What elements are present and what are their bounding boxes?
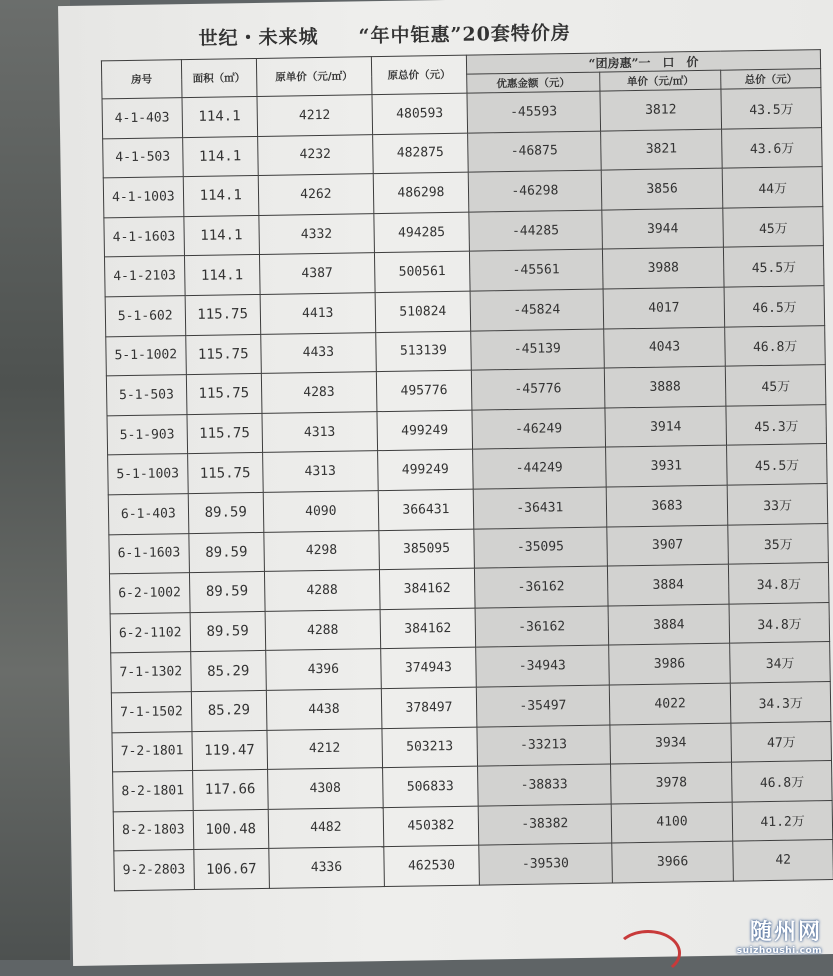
table-body	[102, 88, 833, 891]
cell-room: 4-1-1003	[103, 177, 183, 218]
header-discount: 优惠金额（元）	[467, 72, 600, 93]
cell-area: 114.1	[184, 255, 260, 296]
cell-area: 115.75	[186, 374, 262, 415]
cell-area: 114.1	[183, 176, 259, 217]
cell-area: 119.47	[192, 730, 268, 771]
cell-orig-unit: 4413	[260, 293, 376, 334]
cell-area: 115.75	[187, 453, 263, 494]
cell-discount: -38382	[478, 804, 611, 846]
cell-discount: -36162	[474, 566, 607, 608]
cell-discount: -35497	[476, 685, 609, 727]
cell-room: 8-2-1803	[113, 810, 193, 851]
cell-total: 35万	[728, 523, 828, 564]
cell-orig-total: 500561	[374, 252, 470, 293]
cell-area: 114.1	[182, 136, 258, 177]
header-orig-total: 原总价（元）	[371, 55, 467, 94]
cell-total: 34.3万	[731, 681, 831, 722]
cell-room: 6-1-1603	[109, 533, 189, 574]
cell-unit: 3931	[605, 445, 727, 487]
cell-discount: -45561	[469, 249, 602, 291]
cell-total: 34.8万	[729, 563, 829, 604]
cell-unit: 3884	[608, 604, 730, 646]
cell-room: 4-1-2103	[104, 256, 184, 297]
cell-room: 4-1-503	[103, 137, 183, 178]
cell-unit: 3988	[602, 248, 724, 290]
cell-area: 89.59	[190, 611, 266, 652]
watermark-domain: suizhoushi.com	[736, 946, 822, 956]
cell-room: 9-2-2803	[114, 850, 194, 891]
cell-unit: 4022	[609, 683, 731, 725]
cell-orig-unit: 4313	[262, 451, 378, 492]
cell-room: 5-1-503	[106, 375, 186, 416]
watermark	[690, 905, 830, 960]
cell-orig-total: 366431	[378, 489, 474, 530]
cell-discount: -44249	[473, 447, 606, 489]
cell-total: 42	[733, 840, 833, 881]
cell-room: 5-1-1002	[106, 335, 186, 376]
cell-room: 5-1-1003	[108, 454, 188, 495]
cell-orig-total: 503213	[382, 727, 478, 768]
header-room: 房号	[101, 60, 181, 99]
cell-discount: -34943	[476, 645, 609, 687]
cell-area: 89.59	[189, 572, 265, 613]
cell-unit: 3884	[607, 564, 729, 606]
cell-orig-unit: 4090	[263, 491, 379, 532]
cell-discount: -39530	[479, 843, 612, 885]
cell-total: 34.8万	[729, 602, 829, 643]
cell-unit: 3986	[608, 643, 730, 685]
cell-room: 7-2-1801	[112, 731, 192, 772]
cell-orig-total: 480593	[372, 93, 468, 134]
cell-orig-total: 374943	[381, 647, 477, 688]
cell-orig-unit: 4298	[264, 530, 380, 571]
cell-total: 34万	[730, 642, 830, 683]
cell-orig-unit: 4283	[261, 372, 377, 413]
cell-discount: -46875	[468, 131, 601, 173]
cell-orig-total: 378497	[381, 687, 477, 728]
cell-discount: -44285	[469, 210, 602, 252]
header-unit: 单价（元/㎡）	[599, 70, 721, 91]
cell-discount: -35095	[474, 527, 607, 569]
cell-orig-unit: 4212	[267, 728, 383, 769]
cell-area: 117.66	[192, 769, 268, 810]
cell-orig-unit: 4288	[264, 570, 380, 611]
cell-room: 4-1-1603	[104, 216, 184, 257]
cell-unit: 4017	[603, 287, 725, 329]
cell-discount: -46298	[468, 170, 601, 212]
cell-unit: 4043	[603, 327, 725, 369]
cell-orig-unit: 4262	[258, 174, 374, 215]
cell-orig-total: 510824	[375, 291, 471, 332]
cell-unit: 3683	[606, 485, 728, 527]
cell-orig-unit: 4387	[259, 253, 375, 294]
price-sheet	[58, 0, 833, 966]
cell-total: 46.8万	[725, 325, 825, 366]
cell-total: 45万	[726, 365, 826, 406]
cell-area: 85.29	[191, 690, 267, 731]
cell-orig-unit: 4336	[269, 847, 385, 888]
cell-orig-total: 506833	[382, 766, 478, 807]
cell-discount: -38833	[478, 764, 611, 806]
cell-orig-unit: 4313	[262, 411, 378, 452]
cell-unit: 3944	[602, 208, 724, 250]
cell-area: 114.1	[182, 96, 258, 137]
cell-total: 43.5万	[721, 88, 821, 129]
cell-unit: 3812	[600, 89, 722, 131]
cell-orig-total: 494285	[374, 212, 470, 253]
cell-orig-total: 499249	[377, 410, 473, 451]
cell-orig-unit: 4212	[257, 95, 373, 136]
cell-orig-total: 499249	[377, 449, 473, 490]
cell-total: 46.8万	[732, 761, 832, 802]
cell-room: 7-1-1502	[111, 691, 191, 732]
cell-discount: -36431	[473, 487, 606, 529]
cell-orig-unit: 4232	[257, 134, 373, 175]
cell-room: 6-1-403	[108, 494, 188, 535]
cell-total: 41.2万	[733, 800, 833, 841]
cell-unit: 3914	[605, 406, 727, 448]
cell-room: 6-2-1102	[110, 612, 190, 653]
header-total: 总价（元）	[721, 69, 821, 90]
cell-orig-total: 450382	[383, 806, 479, 847]
cell-unit: 3966	[612, 841, 734, 883]
cell-area: 115.75	[185, 334, 261, 375]
cell-orig-unit: 4438	[266, 689, 382, 730]
cell-orig-unit: 4482	[268, 807, 384, 848]
cell-unit: 3888	[604, 366, 726, 408]
cell-orig-total: 385095	[379, 529, 475, 570]
red-seal	[615, 930, 681, 976]
cell-area: 115.75	[185, 294, 261, 335]
cell-room: 4-1-403	[102, 98, 182, 139]
price-table	[101, 49, 833, 891]
cell-orig-unit: 4396	[266, 649, 382, 690]
cell-unit: 3821	[600, 129, 722, 171]
cell-discount: -45593	[467, 91, 600, 133]
cell-orig-unit: 4332	[259, 213, 375, 254]
cell-room: 5-1-903	[107, 414, 187, 455]
cell-total: 45.5万	[727, 444, 827, 485]
cell-discount: -46249	[472, 408, 605, 450]
cell-total: 33万	[728, 484, 828, 525]
cell-area: 89.59	[188, 492, 264, 533]
cell-unit: 3978	[610, 762, 732, 804]
cell-area: 114.1	[184, 215, 260, 256]
header-orig-unit: 原单价（元/㎡）	[256, 57, 372, 97]
cell-discount: -45776	[471, 368, 604, 410]
cell-total: 45万	[723, 206, 823, 247]
cell-orig-total: 482875	[372, 133, 468, 174]
cell-total: 44万	[723, 167, 823, 208]
cell-room: 7-1-1302	[111, 652, 191, 693]
cell-room: 6-2-1002	[109, 573, 189, 614]
cell-unit: 4100	[611, 802, 733, 844]
cell-unit: 3856	[601, 168, 723, 210]
cell-orig-total: 384162	[379, 568, 475, 609]
cell-orig-total: 486298	[373, 172, 469, 213]
cell-discount: -45139	[471, 329, 604, 371]
cell-unit: 3934	[610, 723, 732, 765]
watermark-name: 随州网	[749, 920, 822, 945]
cell-total: 45.5万	[724, 246, 824, 287]
cell-area: 100.48	[193, 809, 269, 850]
header-group-price: “团房惠”一 口 价	[466, 50, 820, 75]
cell-room: 5-1-602	[105, 296, 185, 337]
cell-total: 43.6万	[722, 127, 822, 168]
sheet-title: 世纪・未来城 “年中钜惠”20套特价房	[198, 22, 572, 50]
cell-room: 8-2-1801	[113, 771, 193, 812]
cell-total: 47万	[731, 721, 831, 762]
cell-area: 106.67	[193, 849, 269, 890]
cell-orig-total: 462530	[384, 845, 480, 886]
cell-total: 46.5万	[724, 286, 824, 327]
cell-orig-total: 495776	[376, 370, 472, 411]
cell-total: 45.3万	[726, 404, 826, 445]
cell-unit: 3907	[607, 525, 729, 567]
watermark-logo	[737, 915, 822, 956]
cell-orig-total: 384162	[380, 608, 476, 649]
cell-discount: -33213	[477, 725, 610, 767]
cell-orig-total: 513139	[376, 331, 472, 372]
cell-area: 89.59	[188, 532, 264, 573]
header-area: 面积（㎡）	[181, 58, 257, 97]
cell-area: 85.29	[190, 651, 266, 692]
cell-discount: -45824	[470, 289, 603, 331]
cell-orig-unit: 4288	[265, 609, 381, 650]
cell-orig-unit: 4433	[261, 332, 377, 373]
cell-discount: -36162	[475, 606, 608, 648]
cell-orig-unit: 4308	[267, 768, 383, 809]
cell-area: 115.75	[187, 413, 263, 454]
